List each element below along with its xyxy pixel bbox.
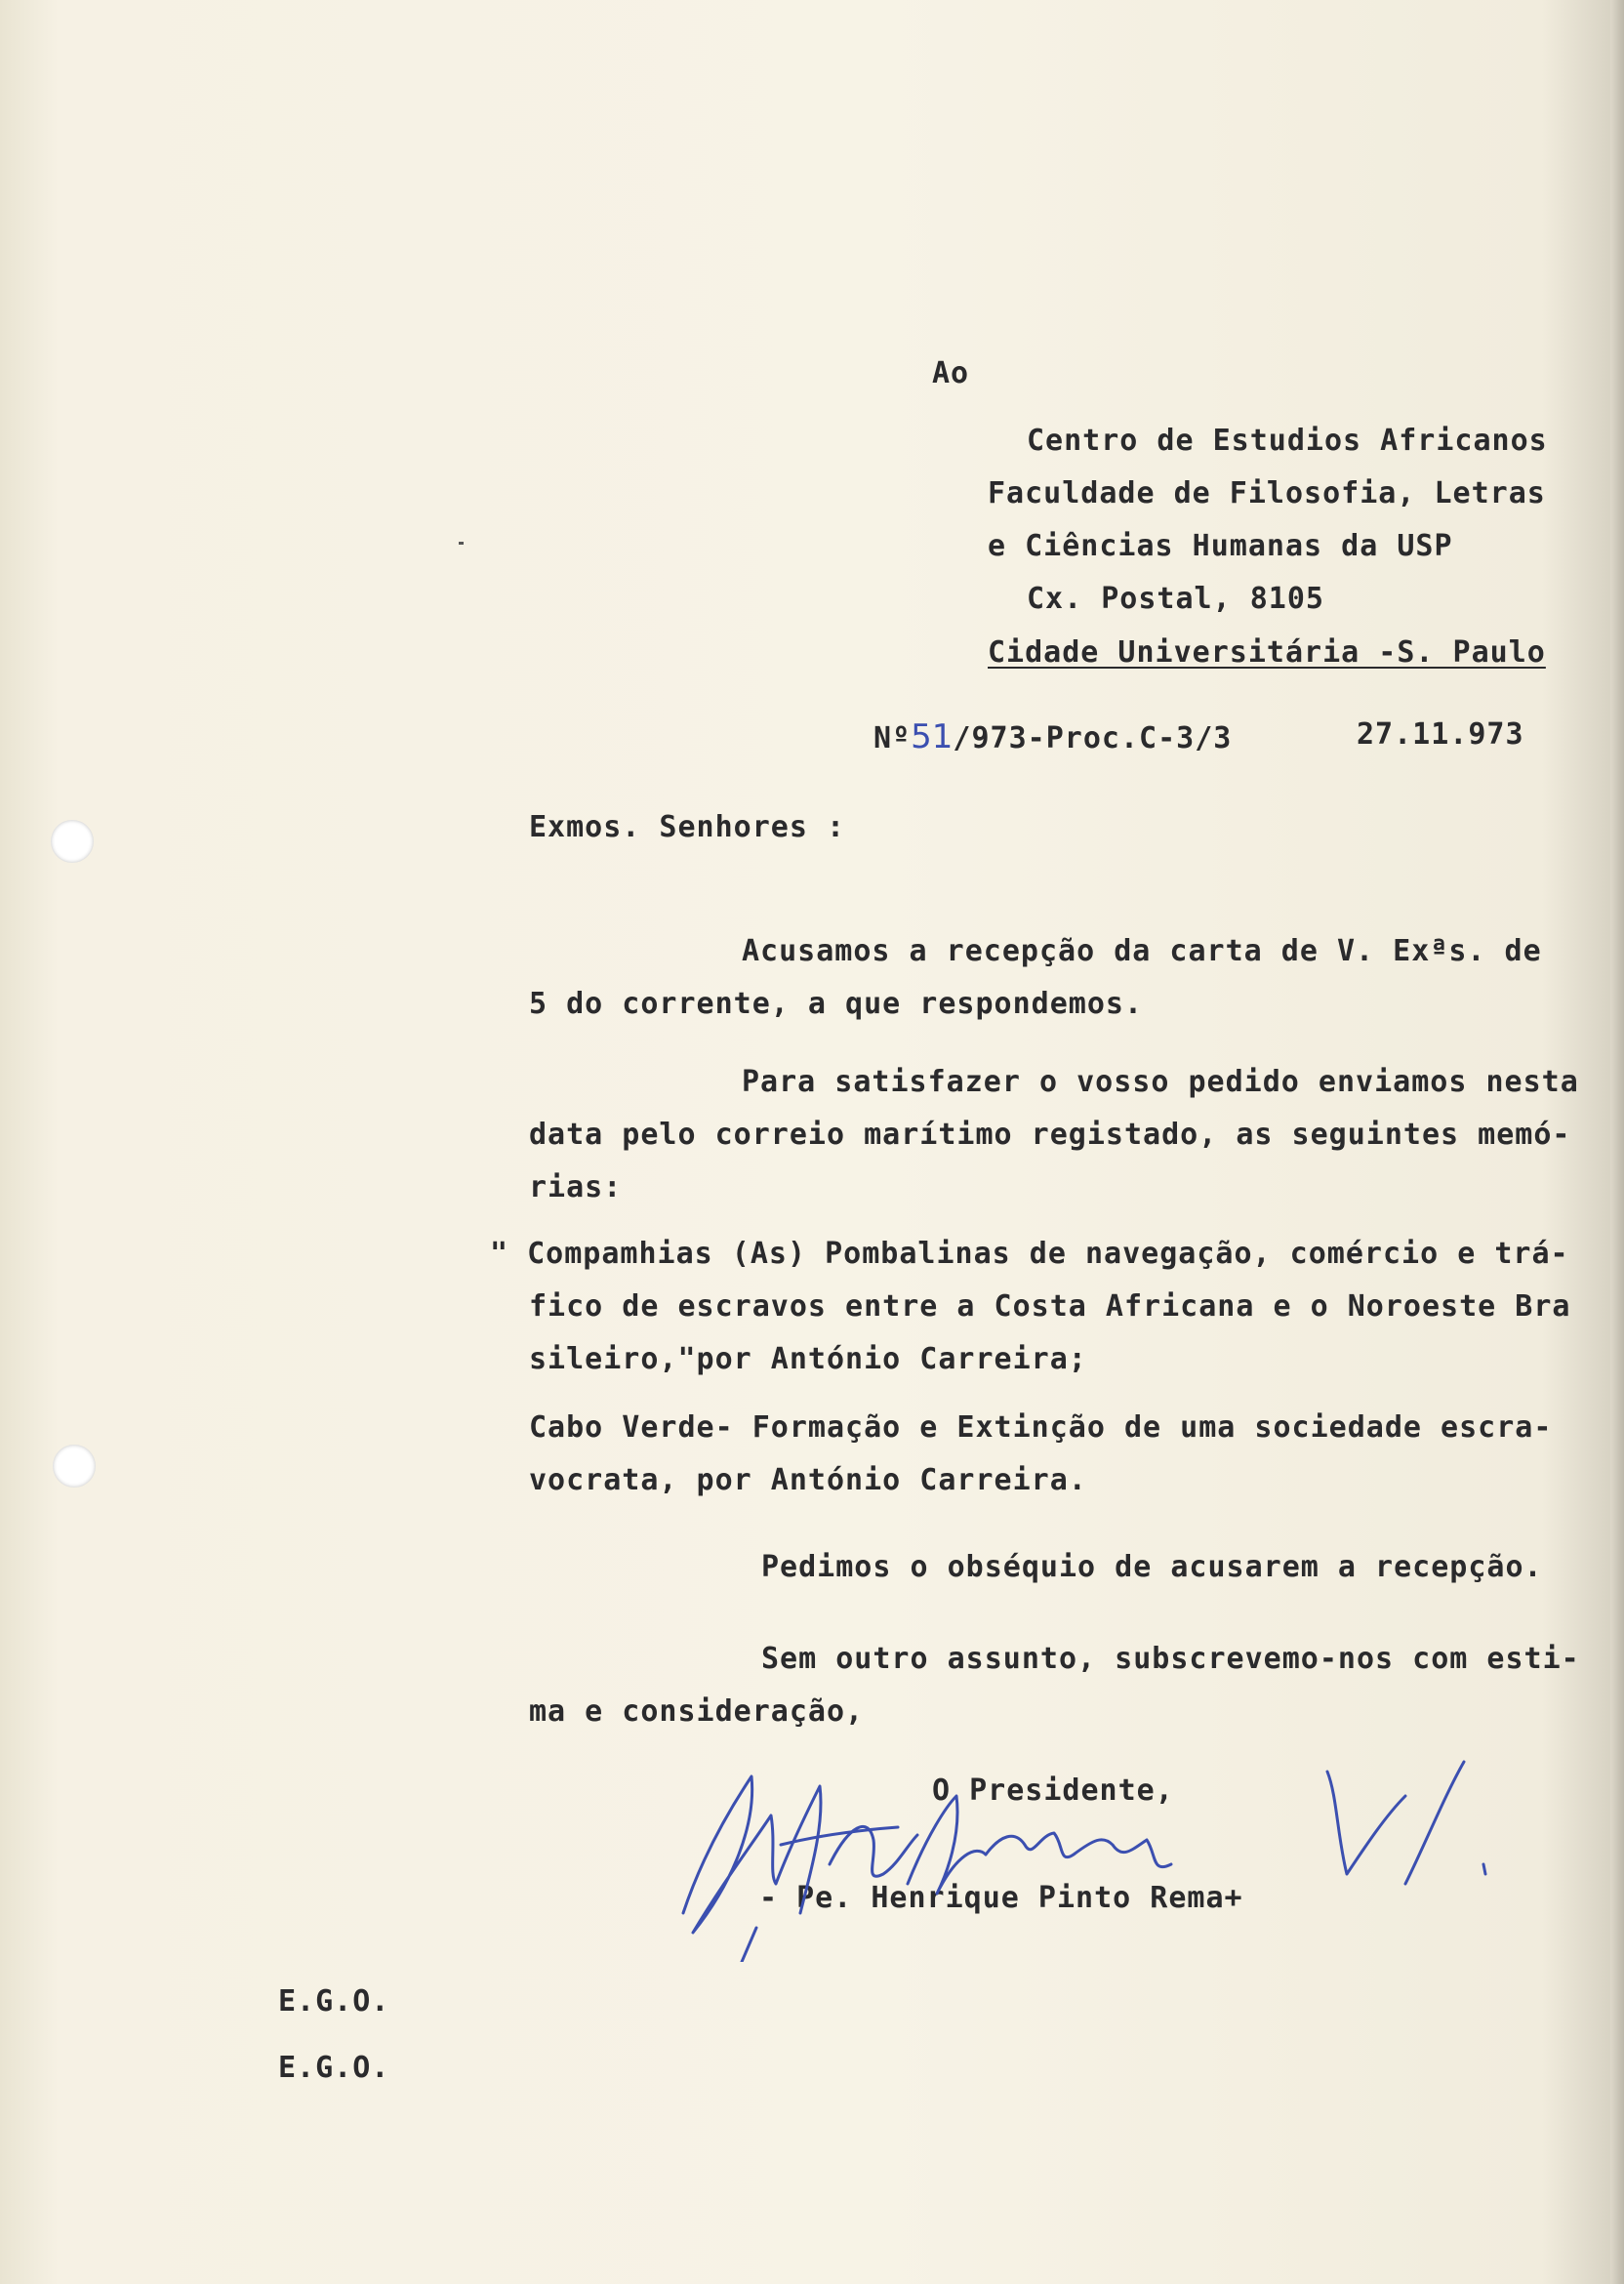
item2-line-2: vocrata, por António Carreira.	[529, 1463, 1087, 1497]
address-line-2: Faculdade de Filosofia, Letras	[988, 476, 1546, 510]
p1-line-2: 5 do corrente, a que respondemos.	[529, 987, 1144, 1021]
p1-line-1: Acusamos a recepção da carta de V. Exªs. de	[742, 934, 1542, 968]
page-edge-shadow	[1610, 0, 1624, 2284]
item1-line-2: fico de escravos entre a Costa Africana e o Noroeste Bra	[529, 1289, 1571, 1324]
signatory-name: - Pe. Henrique Pinto Rema+	[759, 1881, 1243, 1915]
ink-speck	[459, 542, 464, 545]
addressee-to: Ao	[932, 356, 970, 390]
item1-line-3: sileiro,"por António Carreira;	[529, 1342, 1087, 1376]
initials-line-2: E.G.O.	[278, 2051, 390, 2085]
address-line-4: Cx. Postal, 8105	[1027, 582, 1324, 616]
address-line-3: e Ciências Humanas da USP	[988, 529, 1453, 563]
p4-line-1: Sem outro assunto, subscrevemo-nos com esti-	[761, 1642, 1580, 1676]
initials-line-1: E.G.O.	[278, 1984, 390, 2019]
reference-line	[873, 717, 1232, 756]
address-line-5: Cidade Universitária -S. Paulo	[988, 635, 1546, 670]
greeting: Exmos. Senhores :	[529, 810, 846, 844]
reference-prefix: Nº	[873, 721, 912, 755]
handwritten-reference-number: 51	[911, 717, 954, 756]
item1-line-1: " Compamhias (As) Pombalinas de navegação, comércio e trá-	[490, 1237, 1569, 1271]
closing-title: O Presidente,	[932, 1774, 1174, 1808]
p3-line: Pedimos o obséquio de acusarem a recepção.	[761, 1550, 1543, 1584]
punch-hole-top	[51, 820, 94, 863]
handwritten-signature	[664, 1737, 1542, 1962]
address-line-1: Centro de Estudios Africanos	[1027, 424, 1548, 458]
p2-line-2: data pelo correio marítimo registado, as seguintes memó-	[529, 1118, 1571, 1152]
p2-line-1: Para satisfazer o vosso pedido enviamos nesta	[742, 1065, 1579, 1099]
item2-line-1: Cabo Verde- Formação e Extinção de uma sociedade escra-	[529, 1410, 1553, 1445]
reference-code: /973-Proc.C-3/3	[953, 721, 1233, 755]
punch-hole-bottom	[53, 1445, 96, 1488]
p2-line-3: rias:	[529, 1170, 623, 1204]
p4-line-2: ma e consideração,	[529, 1694, 865, 1729]
letter-date: 27.11.973	[1357, 717, 1524, 752]
